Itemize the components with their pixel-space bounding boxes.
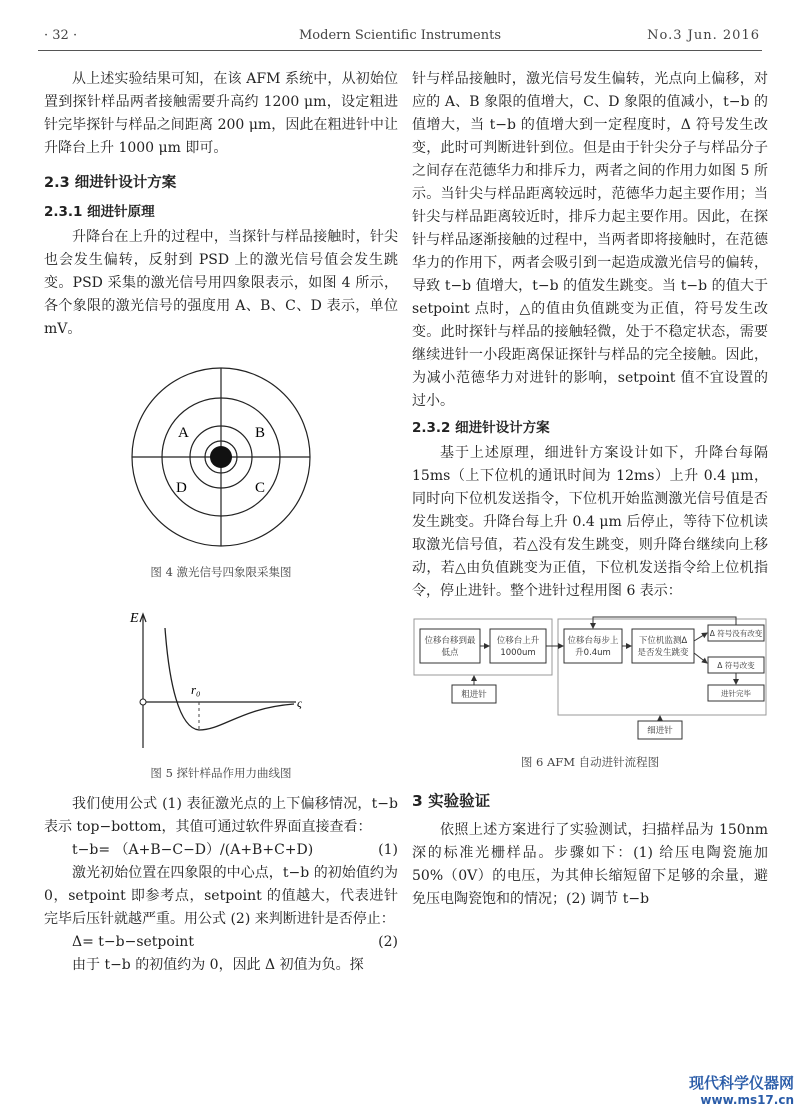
journal-title: Modern Scientific Instruments: [298, 28, 502, 43]
quadrant-label-d: D: [176, 480, 187, 496]
issue-info: No.3 Jun. 2016: [647, 28, 760, 43]
fig6-box-monitor-line2: 是否发生跳变: [637, 648, 689, 658]
figure-6-flowchart: [412, 615, 768, 745]
subsection-heading-2-3-2: 2.3.2 细进针设计方案: [412, 420, 550, 436]
fig6-box-step-line1: 位移台每步上: [567, 636, 619, 646]
fig6-box-rise-line1: 位移台上升: [496, 636, 540, 646]
fig6-box-changed: Δ 符号改变: [717, 661, 755, 670]
left-paragraph-1: 从上述实验结果可知，在该 AFM 系统中，从初始位置到探针样品两者接触需要升高约 1200 μm，设定粗进针完毕探针与样品之间距离 200 μm，因此在粗进针中让升降台上升 1000 μm 即可。: [44, 71, 398, 156]
figure-5-force-curve: [131, 608, 311, 758]
equation-1-body: t−b= （A+B−C−D）/(A+B+C+D): [72, 842, 314, 858]
equation-2-body: Δ= t−b−setpoint: [72, 934, 194, 950]
right-paragraph-2: 基于上述原理，细进针方案设计如下，升降台每隔 15ms（上下位机的通讯时间为 12ms）上升 0.4 μm，同时向下位机发送指令，下位机开始监测激光信号值是否发生跳变。升降台每上升 0.4 μm 后停止，等待下位机读取激光信号值，若△没有发生跳变，则升降台继续向上移动，若△由负值跳变为正值，下位机发送指令给上位机指令，停止进针。整个进针过程用图 6 表示：: [412, 445, 768, 599]
quadrant-label-c: C: [255, 480, 266, 496]
watermark-name: 现代科学仪器网: [688, 1074, 794, 1092]
equation-2-number: (2): [378, 934, 398, 950]
quadrant-label-b: B: [255, 425, 266, 441]
left-column: [44, 68, 398, 977]
header-rule: [38, 50, 762, 51]
fig6-box-done: 进针完毕: [721, 689, 751, 698]
left-paragraph-3: 我们使用公式 (1) 表征激光点的上下偏移情况，t−b 表示 top−bottom，其值可通过软件界面直接查看：: [44, 796, 398, 835]
fig6-box-lowest-line2: 低点: [441, 648, 459, 658]
fig6-box-fine: 细进针: [647, 726, 673, 736]
page-number: · 32 ·: [44, 28, 78, 43]
left-paragraph-2: 升降台在上升的过程中，当探针与样品接触时，针尖也会发生偏转，反射到 PSD 上的激光信号值会发生跳变。PSD 采集的激光信号用四象限表示，如图 4 所示，各个象限的激光信号的强度用 A、B、C、D 表示，单位 mV。: [44, 229, 398, 337]
fig6-box-step-line2: 升0.4um: [575, 648, 611, 658]
figure-4-caption: 图 4 激光信号四象限采集图: [150, 565, 292, 579]
fig6-box-coarse: 粗进针: [461, 690, 487, 700]
equation-2: [44, 931, 398, 954]
equation-1-number: (1): [378, 842, 398, 858]
quadrant-label-a: A: [178, 425, 189, 441]
section-heading-3: 3 实验验证: [412, 792, 491, 810]
figure-5-caption: 图 5 探针样品作用力曲线图: [150, 766, 292, 780]
section-heading-2-3: 2.3 细进针设计方案: [44, 175, 177, 191]
fig6-box-no-change: Δ 符号没有改变: [709, 629, 763, 638]
fig6-box-monitor-line1: 下位机监测Δ: [638, 636, 688, 646]
figure-4-quadrant-diagram: [121, 357, 321, 557]
left-paragraph-4: 激光初始位置在四象限的中心点，t−b 的初始值约为 0，setpoint 即参考点，setpoint 的值越大，代表进针完毕后压针就越严重。用公式 (2) 来判断进针是否停止：: [44, 865, 398, 927]
subsection-heading-2-3-1: 2.3.1 细进针原理: [44, 204, 155, 220]
equation-1: [44, 839, 398, 862]
r0-label: r₀: [191, 682, 201, 697]
watermark-url: www.ms17.cn: [700, 1093, 794, 1107]
figure-6-caption: 图 6 AFM 自动进针流程图: [520, 755, 660, 769]
right-paragraph-1: 针与样品接触时，激光信号发生偏转，光点向上偏移，对应的 A、B 象限的值增大，C、D 象限的值减小，t−b 的值增大，当 t−b 的值增大到一定程度时，Δ 符号发生改变，此时可判断进针到位。但是由于针尖分子与样品分子之间存在范德华力和排斥力，两者之间的作用力如图 5 所示。当针尖与样品距离较远时，范德华力起主要作用；当针尖与样品距离较近时，排斥力起主要作用。因此，在探针与样品逐渐接触的过程中，当两者即将接触时，在范德华力的作用下，两者会吸引到一起造成激光信号的偏转，导致 t−b 值增大，t−b 的值发生跳变。当 t−b 的值大于 setpoint 点时，△的值由负值跳变为正值，符号发生改变。此时探针与样品的接触轻微，处于不稳定状态，需要继续进针一小段距离保证探针与样品的完全接触。因此，为减小范德华力对进针的影响，setpoint 值不宜设置的过小。: [412, 71, 768, 409]
axis-label-e: E: [130, 611, 139, 626]
axis-label-x: ς: [297, 696, 302, 710]
right-paragraph-3: 依照上述方案进行了实验测试，扫描样品为 150nm 深的标准光栅样品。步骤如下：(1) 给压电陶瓷施加 50%（0V）的电压，为其伸长缩短留下足够的余量，避免压电陶瓷饱和的情况；(2) 调节 t−b: [412, 822, 768, 907]
left-paragraph-5: 由于 t−b 的初值约为 0，因此 Δ 初值为负。探: [72, 957, 364, 973]
fig6-box-lowest-line1: 位移台移到最: [424, 636, 476, 646]
fig6-box-rise-line2: 1000um: [500, 648, 536, 658]
right-column: [412, 68, 768, 911]
site-watermark: [689, 1075, 794, 1109]
